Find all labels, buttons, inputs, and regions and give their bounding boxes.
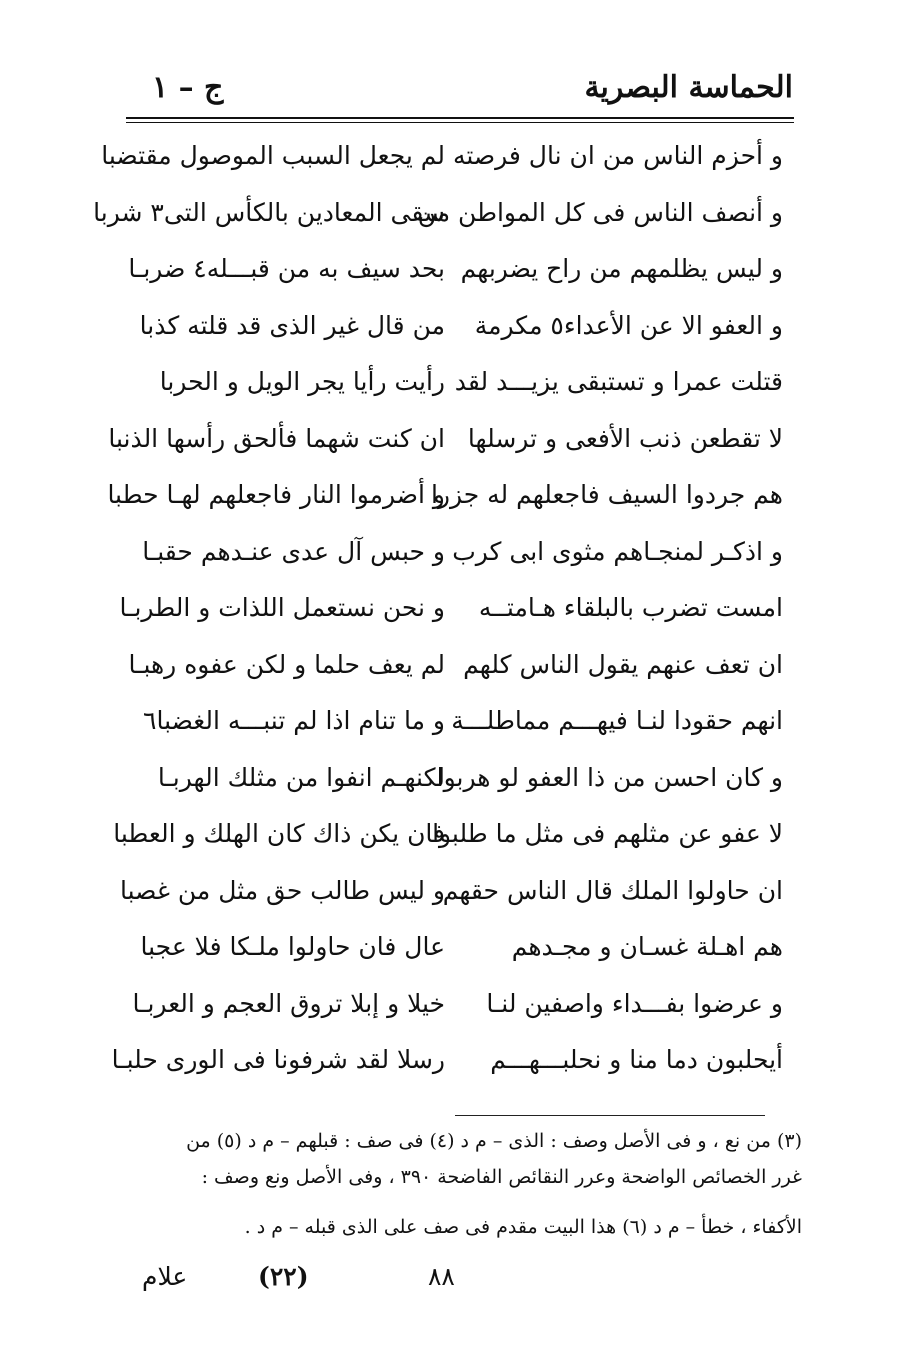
verse-second-hemistich: و حبس آل عدى عنـدهم حقبـا <box>142 536 445 566</box>
header-rule <box>126 117 794 119</box>
verse-row <box>130 752 795 809</box>
verse-first-hemistich: ان حاولوا الملك قال الناس حقهم <box>442 875 783 905</box>
verse-first-hemistich: هم اهـلة غسـان و مجـدهم <box>511 932 783 961</box>
footnote-line: الأكفاء ، خطأ – م د (٦) هذا البيت مقدم فى صف على الذى قبله – م د . <box>244 1216 802 1238</box>
page-number: ٨٨ <box>428 1262 455 1291</box>
verse-second-hemistich: رسلا لقد شرفونا فى الورى حلبـا <box>111 1045 445 1074</box>
verse-first-hemistich: قتلت عمرا و تستبقى يزيـــد لقد <box>454 367 783 396</box>
signature-mark: علام <box>142 1262 188 1291</box>
volume-label: ج – ١ <box>152 70 224 105</box>
verse-row <box>130 978 795 1035</box>
verse-row <box>111 1034 795 1091</box>
verse-first-hemistich: و اذكـر لمنجـاهم مثوى ابى كرب <box>452 536 783 566</box>
verse-second-hemistich: ان كنت شهما فألحق رأسها الذنبا <box>108 423 445 453</box>
verse-row <box>113 808 795 865</box>
verse-row <box>130 639 795 696</box>
verse-row <box>120 865 795 922</box>
verse-second-hemistich: و أضرموا النار فاجعلهم لهـا حطبا <box>107 480 445 509</box>
verse-first-hemistich: و أنصف الناس فى كل المواطن من <box>417 197 783 227</box>
verse-second-hemistich: و ما تنام اذا لم تنبـــه الغضبا٦ <box>143 706 445 735</box>
footnote-rule <box>455 1115 765 1116</box>
verse-second-hemistich: بحد سيف به من قبـــله٤ ضربـا <box>128 254 445 283</box>
verse-row <box>130 695 795 752</box>
verse-first-hemistich: و أحزم الناس من ان نال فرصته <box>452 141 783 170</box>
verse-second-hemistich: خيلا و إبلا تروق العجم و العربـا <box>132 988 445 1018</box>
footnote-line: (٣) من نع ، و فى الأصل وصف : الذى – م د (٤) فى صف : قبلهم – م د (٥) من <box>186 1130 802 1152</box>
verse-second-hemistich: و نحن نستعمل اللذات و الطربـا <box>119 593 445 622</box>
verse-first-hemistich: و العفو الا عن الأعداء٥ مكرمة <box>474 310 783 340</box>
verse-first-hemistich: و ليس يظلمهم من راح يضربهم <box>460 254 783 283</box>
verse-second-hemistich: و ليس طالب حق مثل من غصبا <box>120 875 445 905</box>
verse-row <box>130 243 795 300</box>
verse-second-hemistich: رأيت رأيا يجر الويل و الحربا <box>159 367 445 396</box>
verse-second-hemistich: سقى المعادين بالكأس التى٣ شربا <box>93 197 445 227</box>
verse-row <box>130 921 795 978</box>
verse-row <box>101 130 795 187</box>
verse-first-hemistich: و كان احسن من ذا العفو لو هربوا <box>436 762 783 792</box>
poem-body <box>93 130 795 1091</box>
verse-row <box>130 300 795 357</box>
verse-row <box>119 582 795 639</box>
verse-row <box>130 356 795 413</box>
verse-first-hemistich: لا تقطعن ذنب الأفعى و ترسلها <box>467 423 783 453</box>
verse-row <box>108 413 795 470</box>
verse-row <box>130 526 795 583</box>
verse-second-hemistich: فان يكن ذاك كان الهلك و العطبا <box>113 819 445 848</box>
verse-first-hemistich: ان تعف عنهم يقول الناس كلهم <box>463 649 783 679</box>
verse-first-hemistich: انهم حقودا لنـا فيهـــم مماطلـــة <box>451 706 783 735</box>
verse-second-hemistich: من قال غير الذى قد قلته كذبا <box>139 310 445 340</box>
verse-first-hemistich: هم جردوا السيف فاجعلهم له جزرا <box>430 480 783 509</box>
verse-first-hemistich: و عرضوا بفـــداء واصفين لنـا <box>486 988 783 1018</box>
verse-first-hemistich: لا عفو عن مثلهم فى مثل ما طلبوا <box>432 819 783 848</box>
verse-second-hemistich: لكنهـم انفوا من مثلك الهربـا <box>157 762 445 792</box>
verse-row <box>107 469 795 526</box>
verse-first-hemistich: امست تضرب بالبلقاء هـامتــه <box>478 593 783 622</box>
verse-first-hemistich: أيحلبون دما منا و نحلبـــهـــم <box>490 1045 783 1074</box>
header-rule-thin <box>126 122 794 123</box>
sheet-number: (٢٢) <box>258 1262 309 1291</box>
verse-second-hemistich: لم يعف حلما و لكن عفوه رهبـا <box>128 649 445 679</box>
running-title: الحماسة البصرية <box>584 70 793 105</box>
verse-second-hemistich: عال فان حاولوا ملـكا فلا عجبا <box>140 932 445 961</box>
verse-row <box>93 187 795 244</box>
verse-second-hemistich: لم يجعل السبب الموصول مقتضبا <box>101 141 445 170</box>
footnote-line: غرر الخصائص الواضحة وعرر النقائص الفاضحة ٣٩٠ ، وفى الأصل ونع وصف : <box>201 1166 802 1188</box>
